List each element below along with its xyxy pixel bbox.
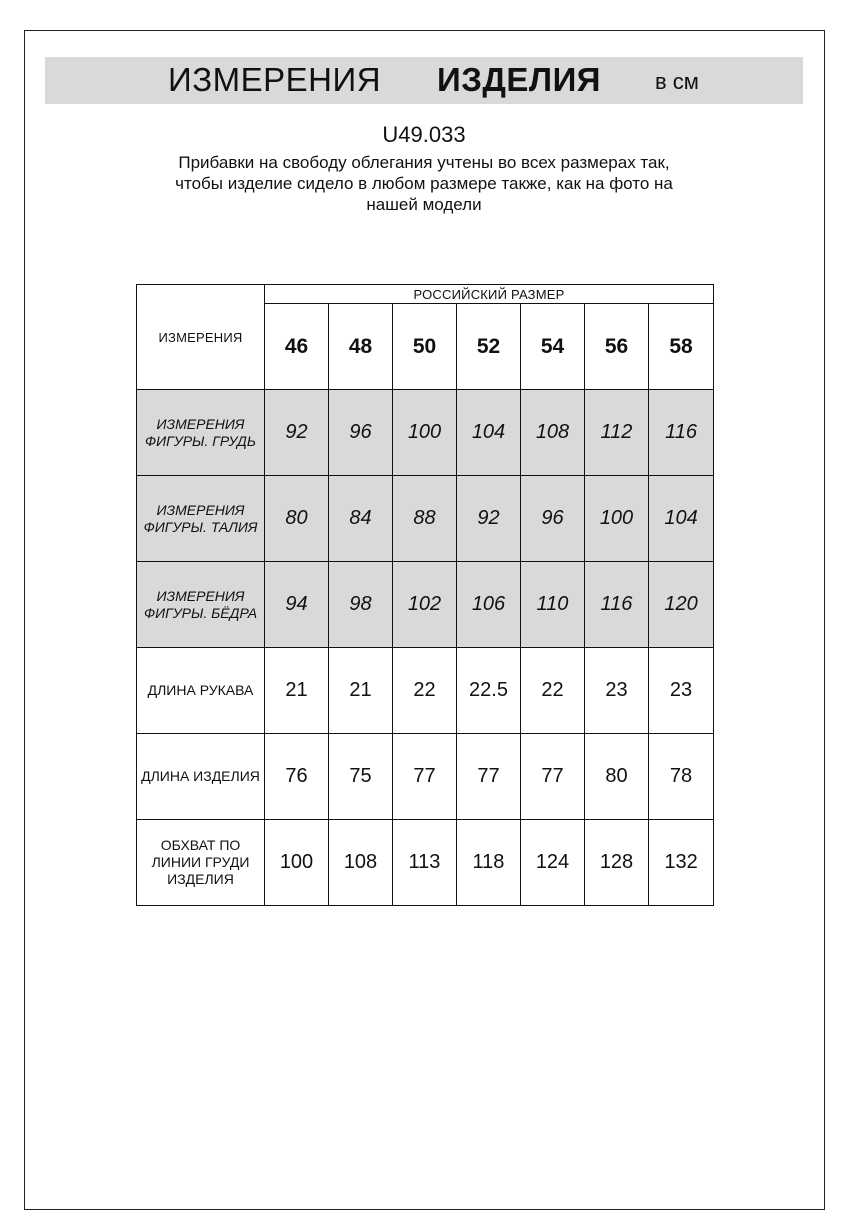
fit-note xyxy=(130,152,718,215)
table-cell: 108 xyxy=(521,390,585,476)
size-header-54: 54 xyxy=(521,304,585,390)
size-header-52: 52 xyxy=(457,304,521,390)
row-label xyxy=(137,476,265,562)
table-cell: 22.5 xyxy=(457,648,521,734)
table-cell: 75 xyxy=(329,734,393,820)
table-cell: 80 xyxy=(265,476,329,562)
row-label xyxy=(137,820,265,906)
table-cell: 23 xyxy=(649,648,714,734)
table-cell: 100 xyxy=(585,476,649,562)
size-header-48: 48 xyxy=(329,304,393,390)
table-cell: 104 xyxy=(457,390,521,476)
table-cell: 100 xyxy=(265,820,329,906)
table-cell: 120 xyxy=(649,562,714,648)
table-cell: 92 xyxy=(457,476,521,562)
article-number: U49.033 xyxy=(382,122,466,147)
fit-note-line: чтобы изделие сидело в любом размере также, как на фото на xyxy=(175,174,673,193)
row-label-line: ИЗДЕЛИЯ xyxy=(167,871,234,887)
table-cell: 102 xyxy=(393,562,457,648)
row-label-line: ФИГУРЫ. ТАЛИЯ xyxy=(143,518,258,535)
table-cell: 96 xyxy=(521,476,585,562)
table-body xyxy=(137,390,714,906)
table-cell: 128 xyxy=(585,820,649,906)
row-label-line: ДЛИНА ИЗДЕЛИЯ xyxy=(141,768,260,784)
table-cell: 104 xyxy=(649,476,714,562)
table-row xyxy=(137,476,714,562)
table-cell: 116 xyxy=(585,562,649,648)
table-cell: 110 xyxy=(521,562,585,648)
table-cell: 78 xyxy=(649,734,714,820)
table-cell: 21 xyxy=(329,648,393,734)
row-label-line: ИЗМЕРЕНИЯ xyxy=(156,501,245,518)
table-cell: 116 xyxy=(649,390,714,476)
table-cell: 76 xyxy=(265,734,329,820)
table-cell: 22 xyxy=(393,648,457,734)
table-row xyxy=(137,390,714,476)
size-group-header: РОССИЙСКИЙ РАЗМЕР xyxy=(265,285,714,304)
table-cell: 80 xyxy=(585,734,649,820)
table-row xyxy=(137,734,714,820)
table-cell: 88 xyxy=(393,476,457,562)
table-cell: 118 xyxy=(457,820,521,906)
page-title-main: ИЗМЕРЕНИЯ xyxy=(168,61,382,98)
table-cell: 98 xyxy=(329,562,393,648)
table-cell: 112 xyxy=(585,390,649,476)
table-cell: 21 xyxy=(265,648,329,734)
row-label-line: ИЗМЕРЕНИЯ xyxy=(156,587,245,604)
unit-label: в см xyxy=(655,69,699,94)
row-label-line: ФИГУРЫ. ГРУДЬ xyxy=(144,432,256,449)
table-row xyxy=(137,648,714,734)
table-cell: 124 xyxy=(521,820,585,906)
size-header-56: 56 xyxy=(585,304,649,390)
table-cell: 108 xyxy=(329,820,393,906)
fit-note-line: Прибавки на свободу облегания учтены во всех размерах так, xyxy=(178,153,670,172)
row-label-line: ОБХВАТ ПО xyxy=(160,837,241,853)
row-label xyxy=(137,562,265,648)
table-cell: 100 xyxy=(393,390,457,476)
table-cell: 22 xyxy=(521,648,585,734)
table-cell: 77 xyxy=(521,734,585,820)
row-label-line: ФИГУРЫ. БЁДРА xyxy=(143,604,258,621)
row-label xyxy=(137,734,265,820)
table-header-row xyxy=(137,285,714,304)
size-table xyxy=(136,284,714,906)
row-label xyxy=(137,648,265,734)
size-header-58: 58 xyxy=(649,304,714,390)
measure-column-header: ИЗМЕРЕНИЯ xyxy=(137,285,265,390)
table-cell: 106 xyxy=(457,562,521,648)
fit-note-line: нашей модели xyxy=(366,195,482,214)
page-title-bold: ИЗДЕЛИЯ xyxy=(437,61,602,98)
table-cell: 77 xyxy=(393,734,457,820)
table-cell: 94 xyxy=(265,562,329,648)
table-cell: 92 xyxy=(265,390,329,476)
table-row xyxy=(137,562,714,648)
table-cell: 132 xyxy=(649,820,714,906)
table-cell: 84 xyxy=(329,476,393,562)
size-header-46: 46 xyxy=(265,304,329,390)
row-label-line: ДЛИНА РУКАВА xyxy=(147,682,254,698)
row-label-line: ИЗМЕРЕНИЯ xyxy=(156,415,245,432)
row-label-line: ЛИНИИ ГРУДИ xyxy=(151,854,250,870)
table-cell: 113 xyxy=(393,820,457,906)
table-cell: 77 xyxy=(457,734,521,820)
table-row xyxy=(137,820,714,906)
table-cell: 23 xyxy=(585,648,649,734)
table-cell: 96 xyxy=(329,390,393,476)
size-header-50: 50 xyxy=(393,304,457,390)
row-label xyxy=(137,390,265,476)
